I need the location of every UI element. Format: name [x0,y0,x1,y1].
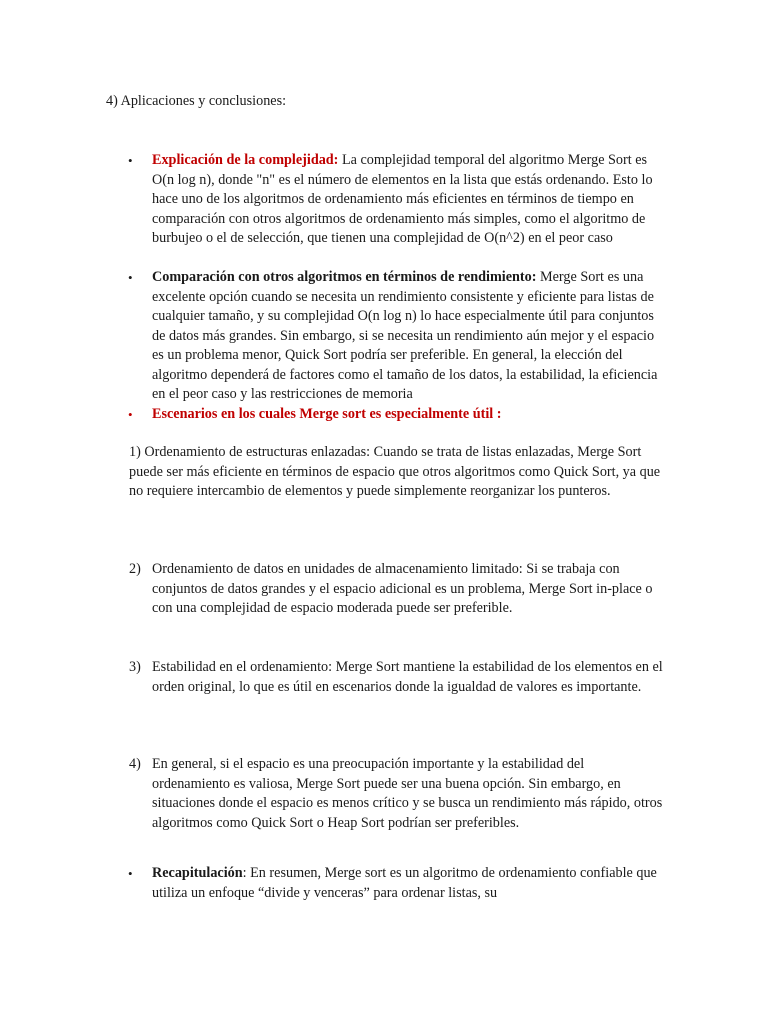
list-item [128,405,664,425]
bullet-body: La complejidad temporal del algoritmo Merge Sort es O(n log n), donde "n" es el número de elementos en la lista que estás ordenando. Esto lo hace uno de los algoritmos de ordenamiento más eficientes en términos de tiempo en comparación con otros algoritmos de ordenamiento más simples, como el algoritmo de burbujeo o el de selección, que tienen una complejidad de O(n^2) en el peor caso [152,152,653,246]
list-item [128,151,664,249]
bullet-list-comparison [128,268,664,405]
bullet-title: Escenarios en los cuales Merge sort es especialmente útil : [152,406,502,422]
item-number: 3) [129,659,141,675]
bullet-body: : En resumen, Merge sort es un algoritmo de ordenamiento confiable que utiliza un enfoque “divide y venceras” para ordenar listas, su [152,865,657,901]
bullet-icon: • [128,270,133,285]
bullet-list-scenarios [128,405,664,425]
bullet-icon: • [128,153,133,168]
bullet-title: Explicación de la complejidad: [152,152,339,168]
bullet-icon: • [128,407,133,422]
bullet-body: Merge Sort es una excelente opción cuando se necesita un rendimiento consistente y eficiente para listas de cualquier tamaño, y su complejidad O(n log n) lo hace especialmente útil para conjuntos de datos más grandes. Sin embargo, si se necesita un rendimiento aún mejor y el espacio es un problema menor, Quick Sort podría ser preferible. En general, la elección del algoritmo dependerá de factores como el tamaño de los datos, la estabilidad, la eficiencia en el peor caso y las restricciones de memoria [152,269,658,402]
list-item [128,268,664,405]
bullet-list-recap [128,864,664,903]
section-heading: 4) Aplicaciones y conclusiones: [106,93,287,109]
item-text: Estabilidad en el ordenamiento: Merge Sort mantiene la estabilidad de los elementos en el orden original, lo que es útil en escenarios donde la igualdad de valores es importante. [152,659,663,695]
item-text: En general, si el espacio es una preocupación importante y la estabilidad del ordenamiento es valiosa, Merge Sort puede ser una buena opción. Sin embargo, en situaciones donde el espacio es menos crítico y se busca un rendimiento más rápido, otros algoritmos como Quick Sort o Heap Sort podrían ser preferibles. [152,756,663,831]
item-number: 4) [129,756,141,772]
bullet-icon: • [128,866,133,881]
bullet-title: Recapitulación [152,865,243,881]
bullet-title: Comparación con otros algoritmos en términos de rendimiento: [152,269,537,285]
item-number: 2) [129,561,141,577]
scenario-paragraph: 1) Ordenamiento de estructuras enlazadas: Cuando se trata de listas enlazadas, Merge Sort puede ser más eficiente en términos de espacio que otros algoritmos como Quick Sort, ya que no requiere intercambio de elementos y puede simplemente reorganizar los punteros. [129,444,661,499]
list-item [128,864,664,903]
bullet-list-complexity [128,151,664,249]
item-text: Ordenamiento de datos en unidades de almacenamiento limitado: Si se trabaja con conjuntos de datos grandes y el espacio adicional es un problema, Merge Sort in-place o con una complejidad de espacio moderada puede ser preferible. [152,561,653,616]
